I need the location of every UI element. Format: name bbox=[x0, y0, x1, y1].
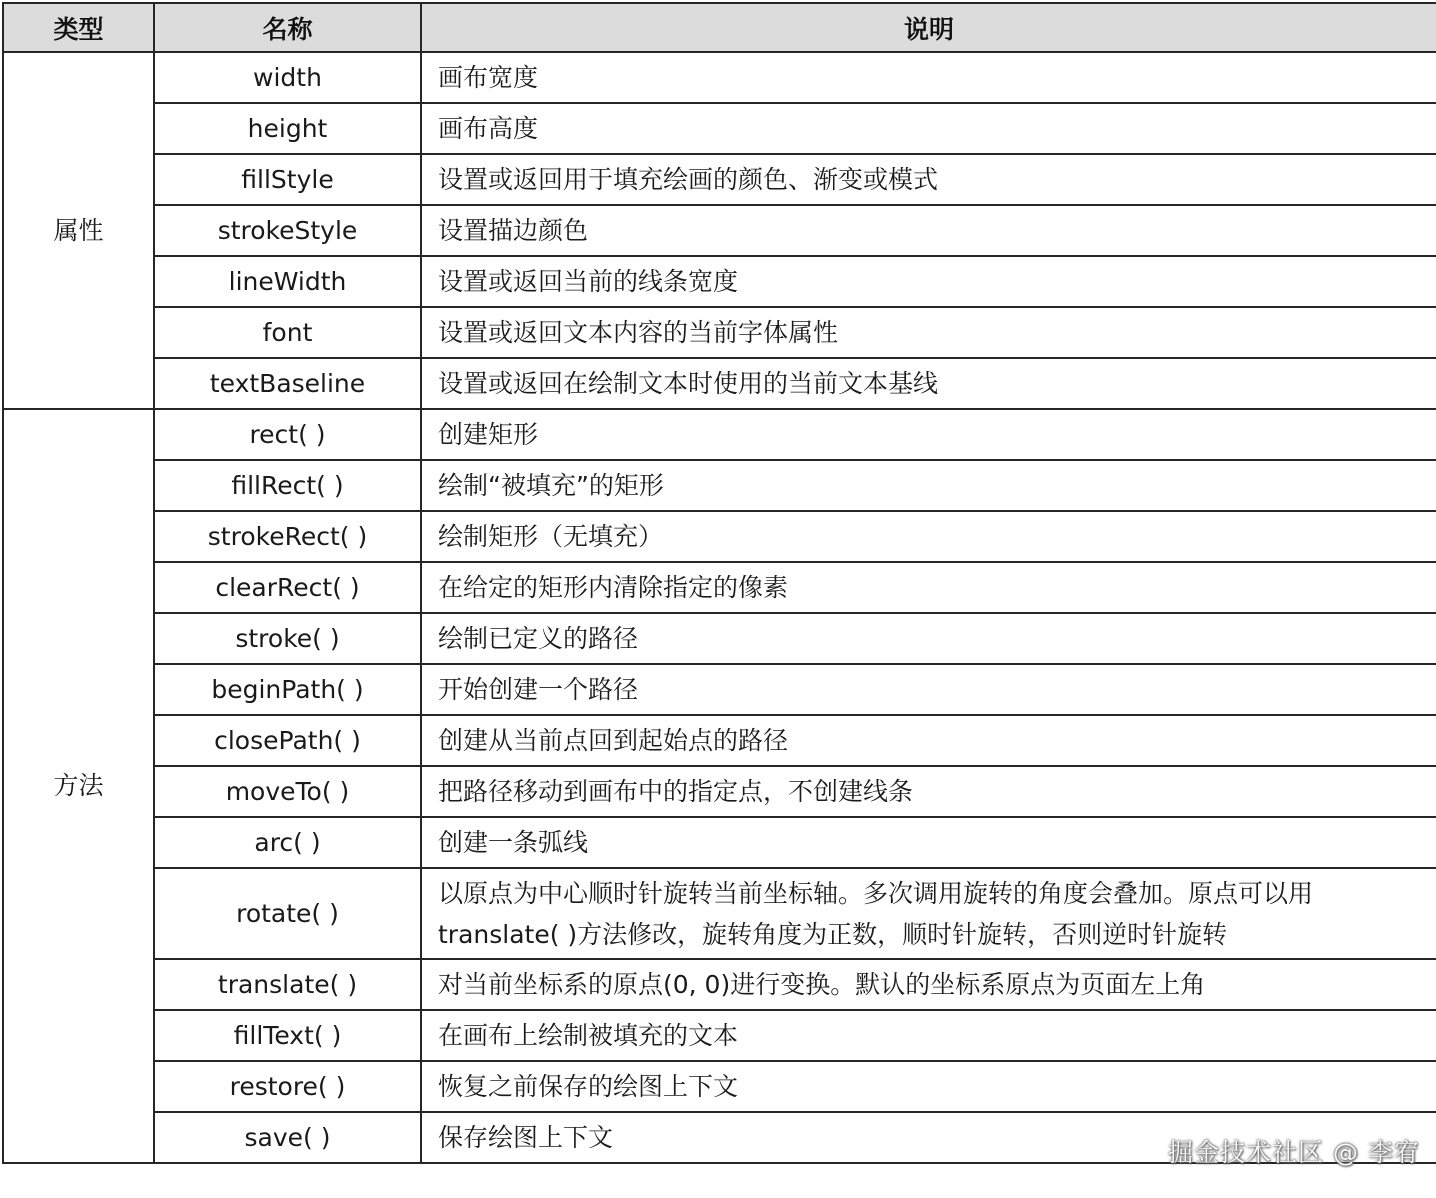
method-name: clearRect( ) bbox=[154, 562, 421, 613]
group-methods: 方法 bbox=[3, 409, 154, 1163]
method-name: fillRect( ) bbox=[154, 460, 421, 511]
property-desc: 设置或返回文本内容的当前字体属性 bbox=[421, 307, 1436, 358]
property-name: font bbox=[154, 307, 421, 358]
table-row bbox=[3, 154, 1436, 205]
table-row bbox=[3, 1010, 1436, 1061]
method-desc: 绘制矩形（无填充） bbox=[421, 511, 1436, 562]
method-desc: 以原点为中心顺时针旋转当前坐标轴。多次调用旋转的角度会叠加。原点可以用translate( )方法修改，旋转角度为正数，顺时针旋转，否则逆时针旋转 bbox=[421, 868, 1436, 959]
table-row bbox=[3, 460, 1436, 511]
header-row bbox=[3, 3, 1436, 52]
table-row bbox=[3, 511, 1436, 562]
property-name: height bbox=[154, 103, 421, 154]
method-name: fillText( ) bbox=[154, 1010, 421, 1061]
method-desc: 对当前坐标系的原点(0, 0)进行变换。默认的坐标系原点为页面左上角 bbox=[421, 959, 1436, 1010]
canvas-api-table bbox=[2, 2, 1436, 1164]
method-name: restore( ) bbox=[154, 1061, 421, 1112]
method-desc: 开始创建一个路径 bbox=[421, 664, 1436, 715]
property-name: strokeStyle bbox=[154, 205, 421, 256]
property-name: width bbox=[154, 52, 421, 103]
group-properties: 属性 bbox=[3, 52, 154, 409]
table-row bbox=[3, 103, 1436, 154]
method-desc: 恢复之前保存的绘图上下文 bbox=[421, 1061, 1436, 1112]
table-row bbox=[3, 52, 1436, 103]
table-row bbox=[3, 562, 1436, 613]
property-desc: 设置或返回用于填充绘画的颜色、渐变或模式 bbox=[421, 154, 1436, 205]
method-name: arc( ) bbox=[154, 817, 421, 868]
table-row bbox=[3, 358, 1436, 409]
method-name: beginPath( ) bbox=[154, 664, 421, 715]
method-desc: 保存绘图上下文 bbox=[421, 1112, 1436, 1163]
table-row bbox=[3, 959, 1436, 1010]
method-desc: 绘制“被填充”的矩形 bbox=[421, 460, 1436, 511]
header-desc: 说明 bbox=[421, 3, 1436, 52]
property-name: textBaseline bbox=[154, 358, 421, 409]
table-row bbox=[3, 1061, 1436, 1112]
method-name: strokeRect( ) bbox=[154, 511, 421, 562]
table-row bbox=[3, 715, 1436, 766]
property-name: fillStyle bbox=[154, 154, 421, 205]
table-row bbox=[3, 256, 1436, 307]
table-row bbox=[3, 307, 1436, 358]
method-desc: 绘制已定义的路径 bbox=[421, 613, 1436, 664]
method-name: translate( ) bbox=[154, 959, 421, 1010]
property-name: lineWidth bbox=[154, 256, 421, 307]
method-desc: 创建从当前点回到起始点的路径 bbox=[421, 715, 1436, 766]
method-desc: 创建一条弧线 bbox=[421, 817, 1436, 868]
table-row bbox=[3, 613, 1436, 664]
property-desc: 画布高度 bbox=[421, 103, 1436, 154]
method-name: save( ) bbox=[154, 1112, 421, 1163]
method-desc: 在画布上绘制被填充的文本 bbox=[421, 1010, 1436, 1061]
property-desc: 设置或返回当前的线条宽度 bbox=[421, 256, 1436, 307]
property-desc: 画布宽度 bbox=[421, 52, 1436, 103]
table-row bbox=[3, 205, 1436, 256]
property-desc: 设置描边颜色 bbox=[421, 205, 1436, 256]
method-desc: 创建矩形 bbox=[421, 409, 1436, 460]
method-desc: 在给定的矩形内清除指定的像素 bbox=[421, 562, 1436, 613]
method-name: closePath( ) bbox=[154, 715, 421, 766]
table-row bbox=[3, 409, 1436, 460]
method-name: rotate( ) bbox=[154, 868, 421, 959]
method-name: stroke( ) bbox=[154, 613, 421, 664]
method-desc: 把路径移动到画布中的指定点，不创建线条 bbox=[421, 766, 1436, 817]
table-row bbox=[3, 868, 1436, 959]
method-name: moveTo( ) bbox=[154, 766, 421, 817]
table-row bbox=[3, 766, 1436, 817]
header-type: 类型 bbox=[3, 3, 154, 52]
table-row bbox=[3, 817, 1436, 868]
watermark: 掘金技术社区 @ 李宥 bbox=[1168, 1138, 1420, 1167]
table-row bbox=[3, 664, 1436, 715]
property-desc: 设置或返回在绘制文本时使用的当前文本基线 bbox=[421, 358, 1436, 409]
header-name: 名称 bbox=[154, 3, 421, 52]
method-name: rect( ) bbox=[154, 409, 421, 460]
